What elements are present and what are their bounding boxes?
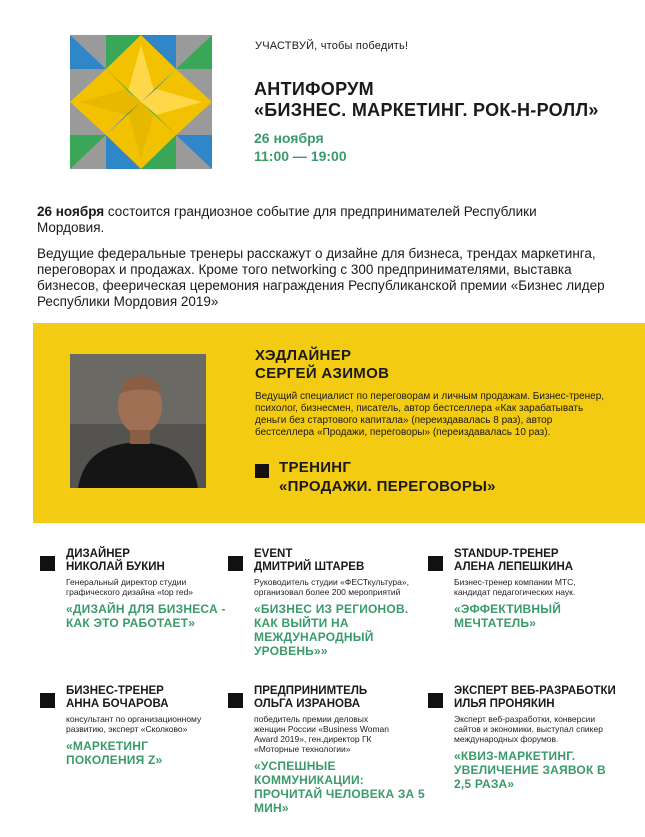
speaker-description: Эксперт веб-разработки, конверсии сайтов и экономики, выступал спикер международных форумов.	[454, 714, 603, 744]
bullet-square-icon	[428, 693, 443, 708]
speaker-talk-title: «КВИЗ-МАРКЕТИНГ. УВЕЛИЧЕНИЕ ЗАЯВОК В 2,5 РАЗА»	[454, 749, 606, 791]
speaker-card	[40, 685, 230, 767]
tagline: УЧАСТВУЙ, чтобы победить!	[255, 40, 409, 52]
event-time: 11:00 — 19:00	[254, 148, 347, 164]
speaker-name: АЛЕНА ЛЕПЕШКИНА	[454, 561, 574, 573]
bullet-square-icon	[428, 556, 443, 571]
speaker-talk-title: «ЭФФЕКТИВНЫЙ МЕЧТАТЕЛЬ»	[454, 602, 562, 630]
bullet-square-icon	[228, 556, 243, 571]
speaker-name: ДМИТРИЙ ШТАРЕВ	[254, 561, 365, 573]
headliner-title	[255, 347, 389, 383]
speaker-description: Бизнес-тренер компании МТС, кандидат педагогических наук.	[454, 577, 576, 597]
intro-paragraph-2: Ведущие федеральные тренеры расскажут о дизайне для бизнеса, трендах маркетинга, переговорах и продажах. Кроме того networking с 300 предпринимателями, выставка бизнесов, феерическая церемония награждения Республиканской премии «Бизнес лидер Республики Мордовия 2019»	[37, 246, 605, 309]
bullet-square-icon	[40, 693, 55, 708]
speaker-card	[228, 685, 425, 815]
speaker-description: победитель премии деловых женщин России «Business Woman Award 2019», ген.директор ГК «Моторные технологии»	[254, 714, 389, 754]
speaker-role: ЭКСПЕРТ ВЕБ-РАЗРАБОТКИ	[454, 685, 616, 697]
event-title	[254, 79, 599, 121]
headliner-training	[279, 458, 496, 496]
bullet-square-icon	[40, 556, 55, 571]
speaker-card	[40, 548, 230, 630]
headliner-description: Ведущий специалист по переговорам и личным продажам. Бизнес-тренер, психолог, бизнесмен, писатель, автор бестселлера «Как зарабатывать деньги без стартового капитала» (переиздавалась 8 раз), автор бестселлера «Продажи, переговоры» (переиздавалась 10 раз).	[255, 391, 605, 438]
speaker-description: консультант по организационному развитию, эксперт «Сколково»	[66, 714, 202, 734]
speaker-talk-title: «ДИЗАЙН ДЛЯ БИЗНЕСА - КАК ЭТО РАБОТАЕТ»	[66, 602, 226, 630]
intro-date-bold: 26 ноября	[37, 204, 105, 219]
speaker-name: ОЛЬГА ИЗРАНОВА	[254, 698, 361, 710]
headliner-training-line-2: «ПРОДАЖИ. ПЕРЕГОВОРЫ»	[279, 478, 496, 495]
logo-star-mosaic	[70, 35, 212, 169]
speaker-card	[228, 548, 418, 658]
headliner-name: СЕРГЕЙ АЗИМОВ	[255, 365, 390, 382]
speaker-description: Руководитель студии «ФЕСТкультура», организовал более 200 мероприятий	[254, 577, 409, 597]
event-date-time	[254, 129, 347, 165]
intro-paragraph-1-text: состоится грандиозное событие для предпринимателей Республики Мордовия.	[37, 204, 537, 235]
speaker-card	[428, 685, 633, 791]
headliner-training-line-1: ТРЕНИНГ	[279, 459, 352, 476]
speaker-talk-title: «УСПЕШНЫЕ КОММУНИКАЦИИ: ПРОЧИТАЙ ЧЕЛОВЕКА ЗА 5 МИН»	[254, 759, 425, 815]
speaker-description: Генеральный директор студии графического дизайна «top red»	[66, 577, 194, 597]
speaker-card	[428, 548, 618, 630]
speaker-role: EVENT	[254, 548, 293, 560]
speaker-talk-title: «БИЗНЕС ИЗ РЕГИОНОВ. КАК ВЫЙТИ НА МЕЖДУНАРОДНЫЙ УРОВЕНЬ»»	[254, 602, 409, 658]
headliner-photo	[70, 354, 206, 488]
speaker-name: НИКОЛАЙ БУКИН	[66, 561, 165, 573]
event-title-line-2: «БИЗНЕС. МАРКЕТИНГ. РОК-Н-РОЛЛ»	[254, 100, 599, 120]
speaker-role: STANDUP-ТРЕНЕР	[454, 548, 559, 560]
speaker-role: БИЗНЕС-ТРЕНЕР	[66, 685, 164, 697]
intro-paragraph-1	[37, 204, 607, 236]
speaker-role: ДИЗАЙНЕР	[66, 548, 130, 560]
speaker-name: ИЛЬЯ ПРОНЯКИН	[454, 698, 555, 710]
bullet-square-icon	[228, 693, 243, 708]
headliner-portrait-image	[70, 354, 206, 488]
bullet-square-icon	[255, 464, 269, 478]
event-title-line-1: АНТИФОРУМ	[254, 79, 374, 99]
event-date: 26 ноября	[254, 130, 324, 146]
headliner-role: ХЭДЛАЙНЕР	[255, 347, 352, 364]
speaker-name: АННА БОЧАРОВА	[66, 698, 169, 710]
speaker-talk-title: «МАРКЕТИНГ ПОКОЛЕНИЯ Z»	[66, 739, 163, 767]
speaker-role: ПРЕДПРИНИМТЕЛЬ	[254, 685, 368, 697]
intro-text	[37, 204, 607, 320]
event-logo	[70, 35, 212, 169]
